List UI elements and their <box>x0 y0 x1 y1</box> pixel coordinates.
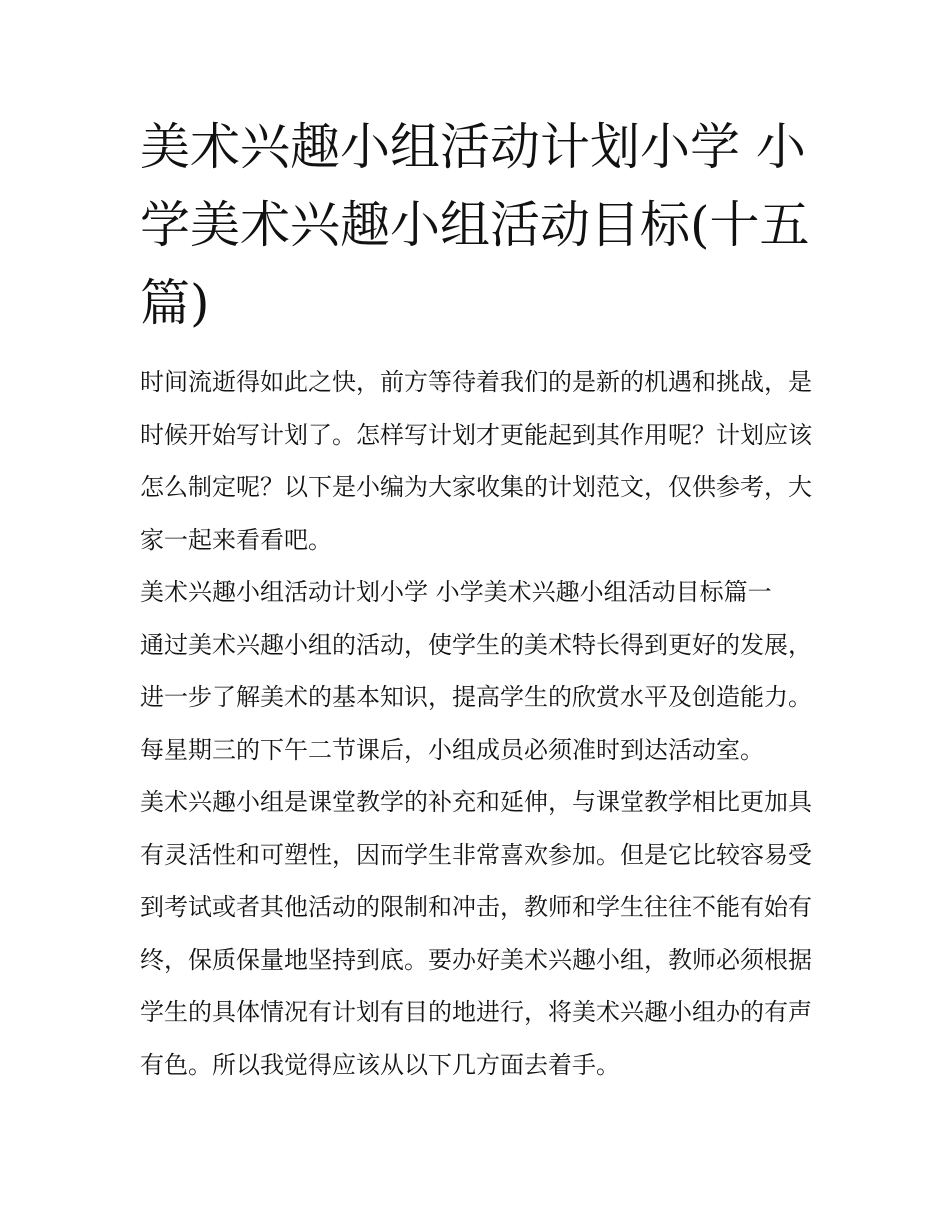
purpose-paragraph: 通过美术兴趣小组的活动，使学生的美术特长得到更好的发展，进一步了解美术的基本知识，提高学生的欣赏水平及创造能力。 <box>140 630 812 711</box>
intro-paragraph: 时间流逝得如此之快，前方等待着我们的是新的机遇和挑战，是时候开始写计划了。怎样写计划才更能起到其作用呢？计划应该怎么制定呢？以下是小编为大家收集的计划范文，仅供参考，大家一起来看看吧。 <box>140 368 812 554</box>
schedule-paragraph: 每星期三的下午二节课后，小组成员必须准时到达活动室。 <box>140 735 764 764</box>
document-body <box>140 356 816 1091</box>
section-heading-paragraph: 美术兴趣小组活动计划小学 小学美术兴趣小组活动目标篇一 <box>140 578 772 606</box>
document-content <box>140 108 816 1091</box>
document-title: 美术兴趣小组活动计划小学 小学美术兴趣小组活动目标(十五篇) <box>140 118 810 332</box>
approach-paragraph: 美术兴趣小组是课堂教学的补充和延伸，与课堂教学相比更加具有灵活性和可塑性，因而学生非常喜欢参加。但是它比较容易受到考试或者其他活动的限制和冲击，教师和学生往往不能有始有终，保质保量地坚持到底。要办好美术兴趣小组，教师必须根据学生的具体情况有计划有目的地进行，将美术兴趣小组办的有声有色。所以我觉得应该从以下几方面去着手。 <box>140 788 812 1079</box>
